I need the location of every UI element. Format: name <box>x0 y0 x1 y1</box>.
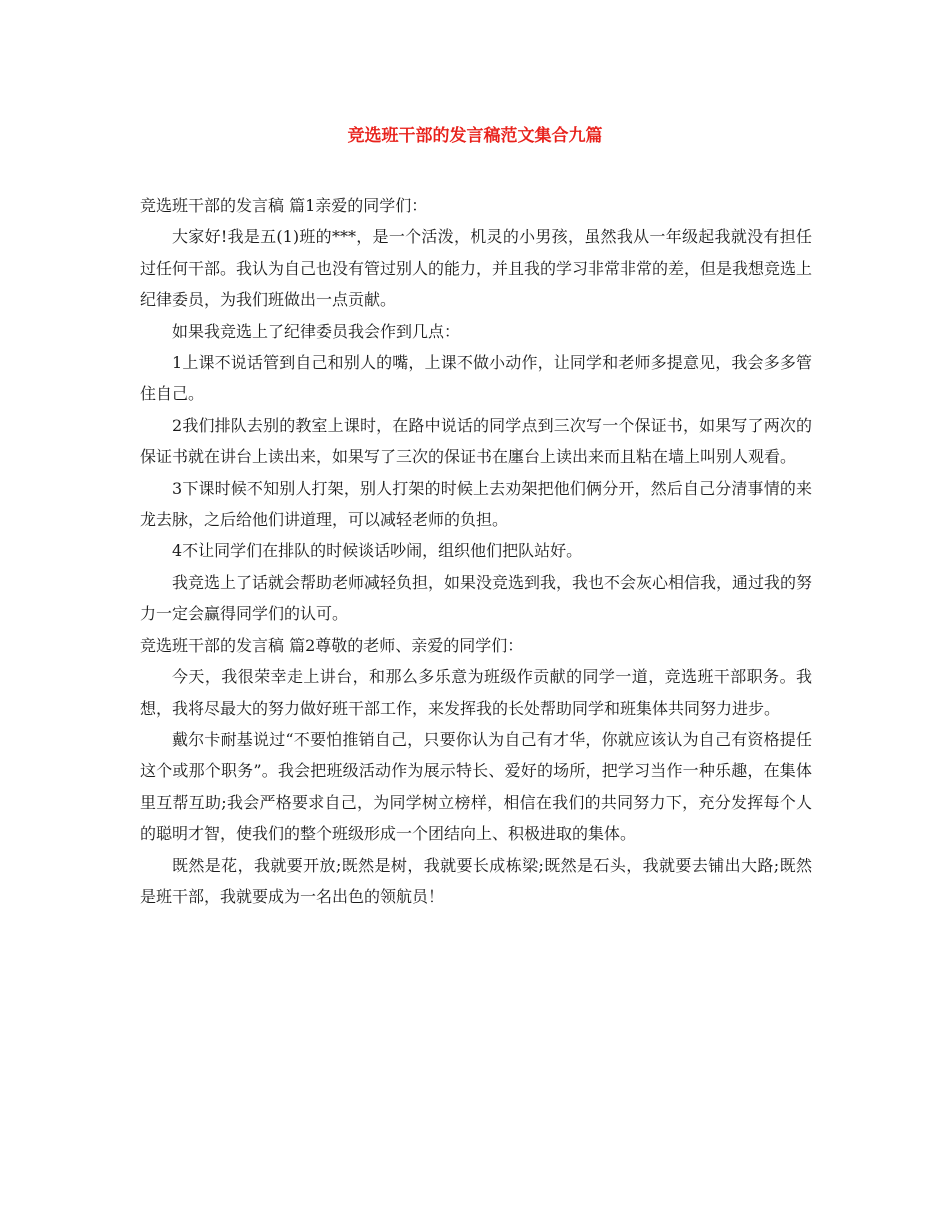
paragraph: 3下课时候不知别人打架，别人打架的时候上去劝架把他们俩分开，然后自己分清事情的来龙去脉，之后给他们讲道理，可以减轻老师的负担。 <box>140 478 812 530</box>
section-heading: 竞选班干部的发言稿 篇2尊敬的老师、亲爱的同学们： <box>140 635 524 655</box>
paragraph: 戴尔卡耐基说过“不要怕推销自己，只要你认为自己有才华，你就应该认为自己有资格提任这个或那个职务”。我会把班级活动作为展示特长、爱好的场所，把学习当作一种乐趣，在集体里互帮互助;我会严格要求自己，为同学树立榜样，相信在我们的共同努力下，充分发挥每个人的聪明才智，使我们的整个班级形成一个团结向上、积极进取的集体。 <box>140 729 812 844</box>
paragraph: 大家好!我是五(1)班的***，是一个活泼，机灵的小男孩，虽然我从一年级起我就没有担任过任何干部。我认为自己也没有管过别人的能力，并且我的学习非常非常的差，但是我想竞选上纪律委员，为我们班做出一点贡献。 <box>140 227 813 310</box>
document-title: 竞选班干部的发言稿范文集合九篇 <box>347 126 603 146</box>
paragraph: 1上课不说话管到自己和别人的嘴，上课不做小动作，让同学和老师多提意见，我会多多管住自己。 <box>140 353 812 404</box>
document-body <box>140 190 812 912</box>
paragraph: 如果我竞选上了纪律委员我会作到几点： <box>172 321 461 341</box>
paragraph: 4不让同学们在排队的时候谈话吵闹，组织他们把队站好。 <box>172 541 583 561</box>
section-heading: 竞选班干部的发言稿 篇1亲爱的同学们： <box>140 196 428 215</box>
paragraph: 今天，我很荣幸走上讲台，和那么多乐意为班级作贡献的同学一道，竞选班干部职务。我想，我将尽最大的努力做好班干部工作，来发挥我的长处帮助同学和班集体共同努力进步。 <box>140 667 812 718</box>
paragraph: 既然是花，我就要开放;既然是树，我就要长成栋梁;既然是石头，我就要去铺出大路;既然是班干部，我就要成为一名出色的领航员！ <box>140 855 812 906</box>
paragraph: 我竞选上了话就会帮助老师减轻负担，如果没竞选到我，我也不会灰心相信我，通过我的努力一定会赢得同学们的认可。 <box>140 572 813 624</box>
paragraph: 2我们排队去别的教室上课时，在路中说话的同学点到三次写一个保证书，如果写了两次的保证书就在讲台上读出来，如果写了三次的保证书在廛台上读出来而且粘在墙上叫别人观看。 <box>140 415 812 467</box>
